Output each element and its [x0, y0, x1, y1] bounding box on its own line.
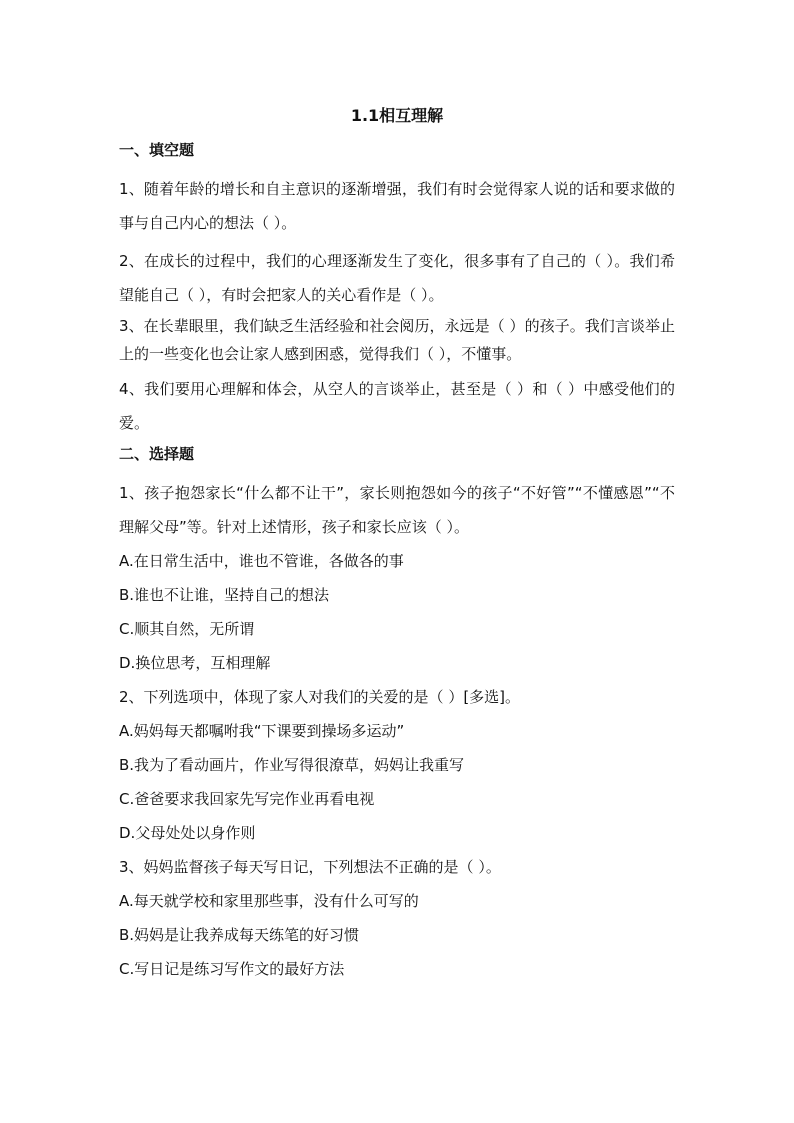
question-choice-3-option-b: B.妈妈是让我养成每天练笔的好习惯 — [119, 926, 360, 944]
document-title: 1.1相互理解 — [350, 106, 444, 125]
question-choice-2-option-a: A.妈妈每天都嘱咐我“下课要到操场多运动” — [119, 722, 405, 740]
question-fill-3: 3、在长辈眼里，我们缺乏生活经验和社会阅历，永远是（ ）的孩子。我们言谈举止上的一些变化也会让家人感到困惑，觉得我们（ ），不懂事。 — [119, 317, 675, 363]
question-choice-1-option-a: A.在日常生活中，谁也不管谁，各做各的事 — [119, 552, 404, 570]
question-choice-2: 2、下列选项中，体现了家人对我们的关爱的是（ ）[多选]。 — [119, 688, 521, 706]
question-fill-1: 1、随着年龄的增长和自主意识的逐渐增强，我们有时会觉得家人说的话和要求做的事与自己内心的想法（ ）。 — [119, 180, 675, 232]
question-choice-3-option-a: A.每天就学校和家里那些事，没有什么可写的 — [119, 892, 419, 910]
question-choice-1-option-c: C.顺其自然，无所谓 — [119, 620, 255, 638]
question-choice-2-option-b: B.我为了看动画片，作业写得很潦草，妈妈让我重写 — [119, 756, 465, 774]
question-fill-2: 2、在成长的过程中，我们的心理逐渐发生了变化，很多事有了自己的（ ）。我们希望能自己（ ），有时会把家人的关心看作是（ ）。 — [119, 252, 675, 304]
question-choice-3: 3、妈妈监督孩子每天写日记，下列想法不正确的是（ ）。 — [119, 858, 501, 876]
question-choice-2-option-d: D.父母处处以身作则 — [119, 824, 256, 842]
question-choice-2-option-c: C.爸爸要求我回家先写完作业再看电视 — [119, 790, 375, 808]
question-choice-1-option-b: B.谁也不让谁，坚持自己的想法 — [119, 586, 330, 604]
question-choice-1: 1、孩子抱怨家长“什么都不让干”，家长则抱怨如今的孩子“不好管”“不懂感恩”“不理解父母”等。针对上述情形，孩子和家长应该（ ）。 — [119, 484, 675, 536]
section-heading-choice: 二、选择题 — [119, 445, 195, 463]
section-heading-fill-blank: 一、填空题 — [119, 141, 195, 159]
question-choice-3-option-c: C.写日记是练习写作文的最好方法 — [119, 960, 345, 978]
question-choice-1-option-d: D.换位思考，互相理解 — [119, 654, 271, 672]
document-page — [119, 100, 675, 986]
question-fill-4: 4、我们要用心理解和体会，从空人的言谈举止，甚至是（ ）和（ ）中感受他们的爱。 — [119, 380, 675, 432]
